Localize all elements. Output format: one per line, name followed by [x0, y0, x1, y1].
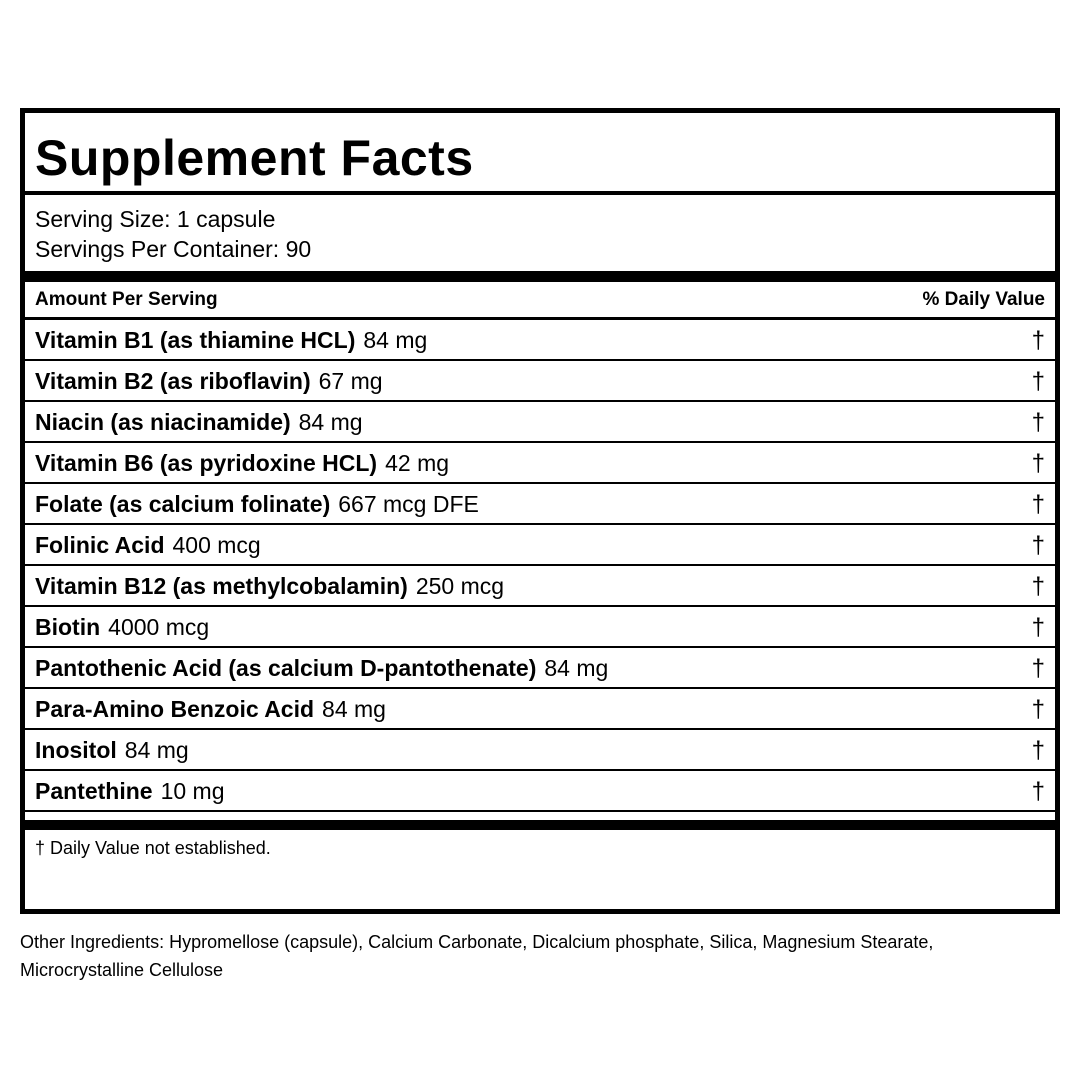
nutrient-entry — [35, 696, 386, 723]
thick-divider-bottom — [25, 820, 1055, 830]
thick-divider — [25, 271, 1055, 282]
nutrient-amount: 84 mg — [298, 409, 363, 435]
nutrient-name: Pantothenic Acid (as calcium D-pantothenate) — [35, 655, 537, 681]
panel-title: Supplement Facts — [35, 130, 474, 186]
nutrient-name: Vitamin B12 (as methylcobalamin) — [35, 573, 408, 599]
nutrient-name: Pantethine — [35, 778, 153, 804]
nutrient-amount: 400 mcg — [172, 532, 261, 558]
nutrient-name: Vitamin B1 (as thiamine HCL) — [35, 327, 356, 353]
nutrient-name: Folinic Acid — [35, 532, 165, 558]
nutrient-entry — [35, 450, 449, 477]
nutrient-row — [25, 607, 1055, 648]
nutrient-row — [25, 566, 1055, 607]
daily-value-header: % Daily Value — [922, 289, 1045, 310]
servings-per-container: Servings Per Container: 90 — [35, 236, 312, 262]
nutrient-row — [25, 320, 1055, 361]
nutrient-entry — [35, 614, 209, 641]
nutrient-entry — [35, 532, 261, 559]
nutrient-amount: 84 mg — [124, 737, 189, 763]
nutrient-amount: 250 mcg — [415, 573, 505, 599]
nutrient-list — [25, 320, 1055, 812]
nutrient-row — [25, 730, 1055, 771]
nutrient-name: Vitamin B2 (as riboflavin) — [35, 368, 311, 394]
column-header-row — [25, 282, 1055, 320]
nutrient-amount: 10 mg — [160, 778, 225, 804]
other-ingredients: Other Ingredients: Hypromellose (capsule), Calcium Carbonate, Dicalcium phosphate, Silica, Magnesium Stearate, Microcrystalline Cellulose — [20, 932, 934, 980]
daily-value-dagger: † — [1031, 409, 1045, 436]
daily-value-dagger: † — [1031, 532, 1045, 559]
daily-value-dagger: † — [1031, 614, 1045, 641]
nutrient-entry — [35, 409, 363, 436]
supplement-facts-panel — [20, 108, 1060, 914]
nutrient-name: Folate (as calcium folinate) — [35, 491, 331, 517]
nutrient-entry — [35, 778, 225, 805]
serving-info — [25, 195, 1055, 271]
daily-value-dagger: † — [1031, 491, 1045, 518]
daily-value-dagger: † — [1031, 450, 1045, 477]
nutrient-name: Para-Amino Benzoic Acid — [35, 696, 315, 722]
nutrient-amount: 4000 mcg — [108, 614, 210, 640]
nutrient-row — [25, 771, 1055, 812]
nutrient-amount: 667 mcg DFE — [338, 491, 479, 517]
daily-value-dagger: † — [1031, 696, 1045, 723]
nutrient-entry — [35, 491, 479, 518]
amount-per-serving-header: Amount Per Serving — [35, 289, 218, 310]
spacer-row — [25, 812, 1055, 820]
nutrient-row — [25, 361, 1055, 402]
serving-size: Serving Size: 1 capsule — [35, 206, 276, 232]
nutrient-name: Vitamin B6 (as pyridoxine HCL) — [35, 450, 378, 476]
nutrient-row — [25, 689, 1055, 730]
nutrient-amount: 67 mg — [318, 368, 383, 394]
nutrient-amount: 84 mg — [544, 655, 609, 681]
nutrient-row — [25, 484, 1055, 525]
daily-value-dagger: † — [1031, 737, 1045, 764]
nutrient-entry — [35, 573, 504, 600]
nutrient-name: Biotin — [35, 614, 101, 640]
nutrient-name: Niacin (as niacinamide) — [35, 409, 291, 435]
nutrient-row — [25, 648, 1055, 689]
nutrient-entry — [35, 737, 189, 764]
nutrient-amount: 84 mg — [363, 327, 428, 353]
title-row — [25, 113, 1055, 195]
daily-value-dagger: † — [1031, 655, 1045, 682]
nutrient-name: Inositol — [35, 737, 117, 763]
footnote-row — [25, 830, 1055, 890]
daily-value-dagger: † — [1031, 573, 1045, 600]
nutrient-entry — [35, 655, 608, 682]
footnote: † Daily Value not established. — [35, 838, 271, 858]
nutrient-row — [25, 402, 1055, 443]
daily-value-dagger: † — [1031, 327, 1045, 354]
daily-value-dagger: † — [1031, 778, 1045, 805]
nutrient-row — [25, 525, 1055, 566]
nutrient-entry — [35, 327, 427, 354]
nutrient-amount: 42 mg — [385, 450, 450, 476]
nutrient-entry — [35, 368, 383, 395]
daily-value-dagger: † — [1031, 368, 1045, 395]
nutrient-row — [25, 443, 1055, 484]
nutrient-amount: 84 mg — [322, 696, 386, 722]
